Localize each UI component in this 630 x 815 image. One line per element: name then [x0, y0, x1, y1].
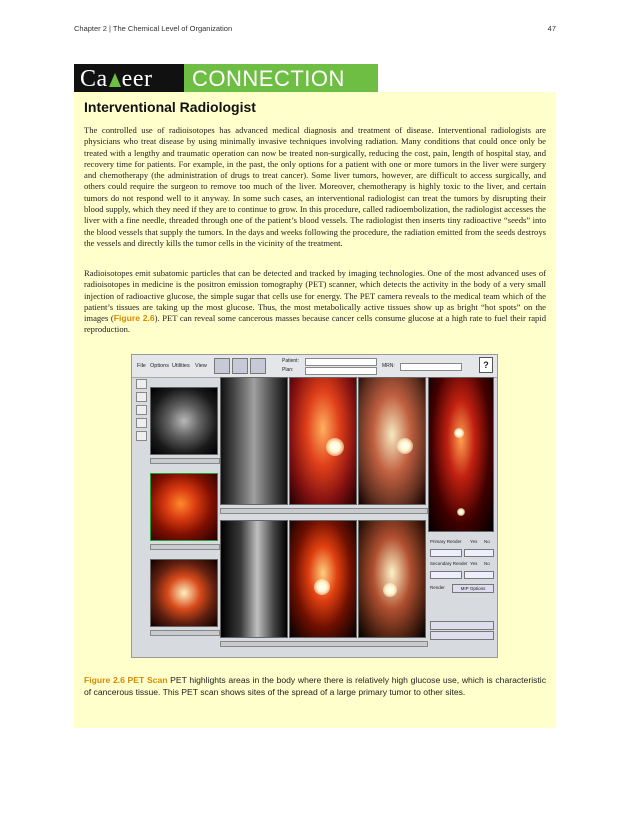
hot-spot — [326, 438, 344, 456]
side-tool-button[interactable] — [136, 379, 147, 389]
menu-options[interactable]: Options — [150, 363, 169, 369]
hot-spot — [457, 508, 465, 516]
coronal-slider[interactable] — [220, 508, 428, 514]
sagittal-ct-view — [220, 520, 288, 638]
hot-spot — [383, 583, 397, 597]
sagittal-pet-view — [289, 520, 357, 638]
help-button[interactable]: ? — [479, 357, 493, 373]
side-tool-button[interactable] — [136, 405, 147, 415]
mrn-label: MRN: — [382, 363, 395, 369]
side-toolbar — [136, 379, 146, 444]
axial-fused-view — [150, 559, 218, 627]
render-label: Render — [430, 585, 445, 590]
axial-slider[interactable] — [150, 630, 220, 636]
primary-render-select[interactable] — [464, 549, 494, 557]
sagittal-fused-view — [358, 520, 426, 638]
mip-options-button[interactable]: MIP Options — [452, 584, 494, 593]
tool-button[interactable] — [214, 358, 230, 374]
banner-connection: CONNECTION — [184, 64, 378, 92]
caption-label: Figure 2.6 PET Scan — [84, 675, 168, 685]
mrn-field[interactable] — [400, 363, 462, 371]
axial-ct-view — [150, 387, 218, 455]
side-tool-button[interactable] — [136, 418, 147, 428]
axial-pet-view — [150, 473, 218, 541]
control-button[interactable] — [430, 631, 494, 640]
plan-field[interactable] — [305, 367, 377, 375]
side-tool-button[interactable] — [136, 431, 147, 441]
pet-scan-figure: File Options Utilities View Patient: Plan: MRN: ? Primary Render Yes No Secondary Render Yes No Render MIP Options — [131, 354, 498, 658]
paragraph-pet: Radioisotopes emit subatomic particles that can be detected and tracked by imaging technologies. One of the most advanced uses of radioisotopes in medicine is the positron emission tomography (PET) scanner, which detects the activity in the body of a very small injection of radioactive glucose, the simple sugar that cells use for energy. The PET camera reveals to the medical team which of the patient’s tissues are taking up the most glucose. Thus, the most metabolically active tissues show up as bright “hot spots” on the images (Figure 2.6). PET can reveal some cancerous masses because cancer cells consume glucose at a high rate to fuel their rapid reproduction. — [84, 268, 546, 335]
control-button[interactable] — [430, 621, 494, 630]
paragraph-radioembolization: The controlled use of radioisotopes has advanced medical diagnosis and treatment of disease. Interventional radiologists are physicians who treat disease by using minimally invasive techniques involving radiation. Many conditions that could once only be treated with a lengthy and traumatic operation can now be treated non-surgically, reducing the cost, pain, length of hospital stay, and recovery time for patients. For example, in the past, the only options for a patient with one or more tumors in the liver were surgery and chemotherapy (the administration of drugs to treat cancer). Some liver tumors, however, are difficult to access surgically, and others could require the surgeon to remove too much of the liver. Moreover, chemotherapy is highly toxic to the liver, and certain tumors do not respond well to it anyway. In some such cases, an interventional radiologist can treat the tumors by disrupting their blood supply, which they need if they are to continue to grow. In this procedure, called radioembolization, the radiologist accesses the liver with a fine needle, threaded through one of the patient’s blood vessels. The radiologist then inserts tiny radioactive “seeds” into the blood vessels that supply the tumors. In the days and weeks following the procedure, the radiation emitted from the seeds destroys the vessels and directly kills the tumor cells in the vicinity of the treatment. — [84, 125, 546, 248]
secondary-render-select[interactable] — [430, 571, 462, 579]
lamp-icon — [109, 73, 121, 87]
primary-render-label: Primary Render — [430, 539, 462, 544]
coronal-fused-view — [358, 377, 426, 505]
running-header — [74, 24, 556, 33]
page-number: 47 — [547, 24, 556, 33]
tool-button[interactable] — [250, 358, 266, 374]
career-connection-banner — [74, 64, 378, 92]
menu-utilities[interactable]: Utilities — [172, 363, 190, 369]
primary-render-select[interactable] — [430, 549, 462, 557]
coronal-pet-view — [289, 377, 357, 505]
section-title: Interventional Radiologist — [84, 99, 256, 115]
figure-caption: Figure 2.6 PET Scan PET highlights areas in the body where there is relatively high glucose use, which is characteristic of cancerous tissue. This PET scan shows sites of the spread of a large primary tumor to other sites. — [84, 675, 547, 697]
banner-career: Ca eer — [74, 64, 184, 92]
side-tool-button[interactable] — [136, 392, 147, 402]
figure-link[interactable]: Figure 2.6 — [113, 313, 155, 324]
pet-menubar — [132, 355, 497, 378]
secondary-render-select[interactable] — [464, 571, 494, 579]
coronal-ct-view — [220, 377, 288, 505]
menu-view[interactable]: View — [195, 363, 207, 369]
axial-slider[interactable] — [150, 458, 220, 464]
hot-spot — [314, 579, 330, 595]
hot-spot — [454, 428, 464, 438]
plan-label: Plan: — [282, 367, 294, 373]
sagittal-slider[interactable] — [220, 641, 428, 647]
hot-spot — [397, 438, 413, 454]
chapter-title: Chapter 2 | The Chemical Level of Organization — [74, 24, 233, 33]
mip-view — [428, 377, 494, 532]
axial-slider[interactable] — [150, 544, 220, 550]
secondary-render-label: Secondary Render — [430, 561, 468, 566]
tool-button[interactable] — [232, 358, 248, 374]
menu-file[interactable]: File — [137, 363, 146, 369]
patient-field[interactable] — [305, 358, 377, 366]
patient-label: Patient: — [282, 358, 299, 364]
